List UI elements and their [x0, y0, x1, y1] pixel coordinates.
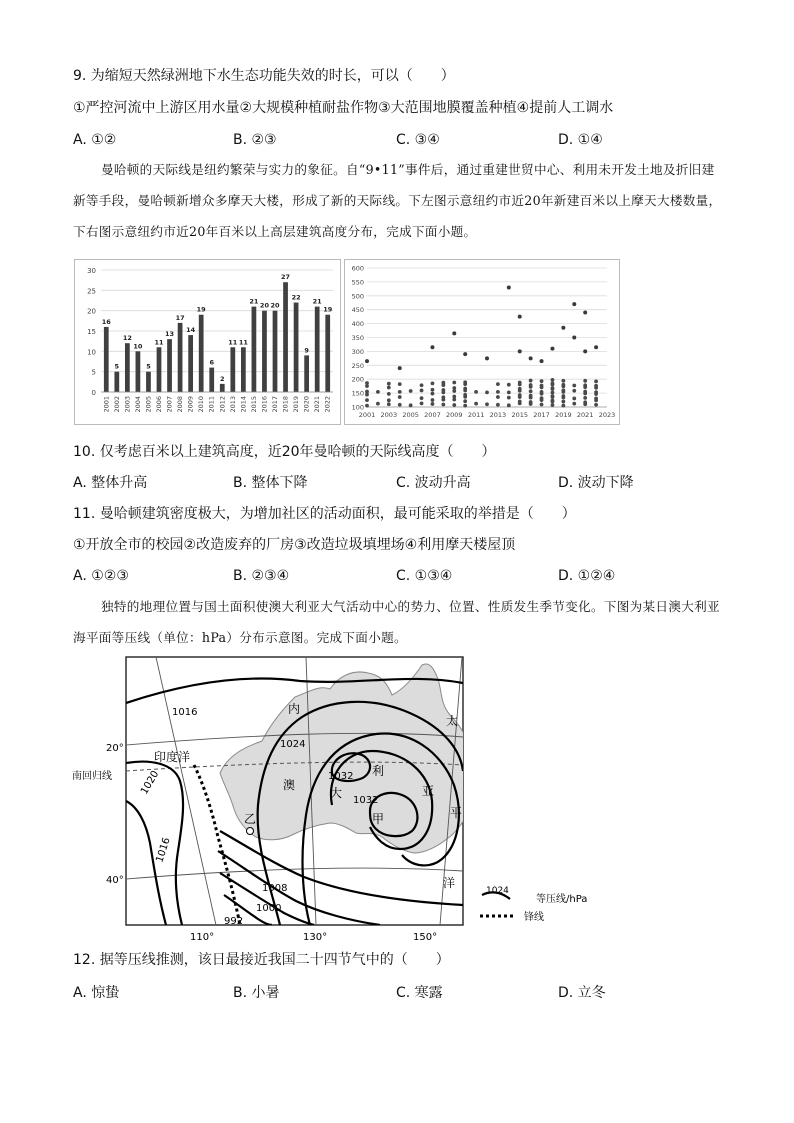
label-da: 大 — [330, 786, 343, 800]
scatter-point — [551, 394, 555, 398]
scatter-point — [496, 403, 500, 407]
scatter-xtick-label: 2003 — [380, 411, 398, 419]
scatter-ytick-label: 550 — [351, 278, 364, 287]
bar-2015 — [252, 307, 257, 392]
scatter-point — [540, 359, 544, 363]
bar-xtick-label: 2008 — [176, 396, 185, 413]
q11-option-b: B. ②③④ — [233, 568, 290, 584]
bar-chart — [75, 260, 340, 424]
q11-option-c: C. ①③④ — [396, 568, 453, 584]
bar-xtick-label: 2010 — [197, 396, 206, 413]
scatter-point — [551, 391, 555, 395]
scatter-ytick-label: 450 — [351, 306, 364, 315]
bar-value-label: 21 — [249, 297, 259, 306]
scatter-point — [431, 402, 435, 406]
bar-value-label: 19 — [323, 305, 333, 314]
scatter-xtick-label: 2013 — [489, 411, 507, 419]
scatter-point — [409, 403, 413, 407]
bar-value-label: 12 — [122, 334, 132, 343]
bar-2022 — [325, 315, 330, 392]
scatter-point — [594, 397, 598, 401]
scatter-chart-figure — [344, 259, 620, 425]
scatter-point — [420, 383, 424, 387]
bar-xtick-label: 2005 — [144, 396, 153, 413]
scatter-point — [507, 383, 511, 387]
scatter-point — [572, 397, 576, 401]
bar-xtick-label: 2013 — [228, 396, 237, 413]
bar-xtick-label: 2011 — [207, 396, 216, 413]
label-tropic: 南回归线 — [72, 771, 112, 782]
label-lat-40: 40° — [106, 875, 124, 886]
scatter-point — [529, 379, 533, 383]
scatter-point — [387, 402, 391, 406]
scatter-xtick-label: 2019 — [555, 411, 572, 419]
bar-xtick-label: 2012 — [218, 396, 227, 413]
label-yi: 乙 — [244, 812, 257, 826]
bar-xtick-label: 2007 — [165, 396, 174, 413]
label-1032-a: 1032 — [328, 771, 354, 782]
bar-2016 — [262, 311, 267, 392]
label-jia: 甲 — [372, 812, 385, 826]
bar-value-label: 9 — [304, 346, 309, 355]
scatter-point — [540, 390, 544, 394]
q12-stem: 12. 据等压线推测，该日最接近我国二十四节气中的（ ） — [73, 952, 450, 968]
scatter-point — [583, 390, 587, 394]
bar-value-label: 22 — [291, 293, 301, 302]
bar-value-label: 19 — [196, 305, 206, 314]
bar-ytick-label: 20 — [87, 307, 96, 316]
q9-option-c: C. ③④ — [396, 132, 440, 148]
bar-value-label: 20 — [259, 301, 269, 310]
scatter-point — [452, 331, 456, 335]
scatter-point — [518, 400, 522, 404]
bar-2010 — [199, 315, 204, 392]
q9-option-a: A. ①② — [73, 132, 117, 148]
scatter-xtick-label: 2017 — [533, 411, 550, 419]
scatter-xtick-label: 2011 — [467, 411, 485, 419]
scatter-point — [485, 391, 489, 395]
q9-measures: ①严控河流中上游区用水量②大规模种植耐盐作物③大范围地膜覆盖种植④提前人工调水 — [73, 100, 614, 116]
bar-2007 — [167, 339, 172, 392]
scatter-point — [550, 347, 554, 351]
scatter-point — [529, 394, 533, 398]
scatter-point — [452, 403, 456, 407]
q9-option-b: B. ②③ — [233, 132, 277, 148]
label-1016-north: 1016 — [172, 707, 198, 718]
scatter-point — [594, 403, 598, 407]
q12-option-c: C. 寒露 — [396, 985, 443, 1001]
scatter-point — [551, 382, 555, 386]
label-lon-150: 150° — [413, 932, 438, 943]
scatter-point — [398, 390, 402, 394]
scatter-point — [431, 381, 435, 385]
scatter-point — [529, 400, 533, 404]
scatter-point — [463, 387, 467, 391]
scatter-point — [583, 383, 587, 387]
scatter-point — [398, 395, 402, 399]
scatter-point — [561, 400, 565, 404]
label-1000: 1000 — [256, 903, 282, 914]
q12-option-b: B. 小暑 — [233, 985, 280, 1001]
q12-option-d: D. 立冬 — [558, 985, 606, 1001]
scatter-xtick-label: 2023 — [598, 411, 616, 419]
scatter-xtick-label: 2001 — [358, 411, 376, 419]
scatter-point — [387, 386, 391, 390]
scatter-point — [441, 403, 445, 407]
label-nei: 内 — [288, 702, 301, 716]
scatter-point — [551, 378, 555, 382]
label-lon-130: 130° — [303, 932, 328, 943]
q9-option-d: D. ①④ — [558, 132, 603, 148]
scatter-point — [452, 381, 456, 385]
scatter-point — [518, 315, 522, 319]
scatter-point — [583, 379, 587, 383]
bar-value-label: 13 — [165, 330, 175, 339]
bar-2012 — [220, 384, 225, 392]
label-1032-b: 1032 — [353, 795, 379, 806]
label-ao: 澳 — [283, 778, 296, 792]
bar-xtick-label: 2009 — [186, 396, 195, 413]
bar-value-label: 11 — [238, 338, 248, 347]
point-yi-marker — [247, 828, 254, 835]
passage-australia — [73, 591, 723, 653]
scatter-point — [529, 389, 533, 393]
q11-measures: ①开放全市的校园②改造废弃的厂房③改造垃圾填埋场④利用摩天楼屋顶 — [73, 537, 516, 553]
label-indian-ocean: 印度洋 — [154, 750, 191, 764]
scatter-xtick-label: 2005 — [402, 411, 419, 419]
scatter-point — [594, 345, 598, 349]
bar-xtick-label: 2015 — [249, 396, 258, 413]
scatter-point — [594, 390, 598, 394]
scatter-point — [365, 381, 369, 385]
label-1016-west: 1016 — [154, 836, 173, 864]
scatter-xtick-label: 2015 — [511, 411, 529, 419]
map-legend — [480, 886, 587, 923]
scatter-point — [376, 402, 380, 406]
scatter-point — [572, 336, 576, 340]
bar-value-label: 17 — [175, 313, 185, 322]
scatter-point — [561, 388, 565, 392]
scatter-point — [387, 392, 391, 396]
scatter-point — [398, 382, 402, 386]
label-ping: 平 — [450, 806, 463, 820]
q10-option-d: D. 波动下降 — [558, 475, 634, 491]
legend-isobar-value: 1024 — [486, 886, 509, 896]
scatter-ytick-label: 100 — [351, 403, 364, 412]
bar-xtick-label: 2001 — [102, 396, 111, 413]
scatter-point — [583, 396, 587, 400]
bar-xtick-label: 2006 — [155, 396, 163, 413]
q12-option-a: A. 惊蛰 — [73, 985, 120, 1001]
scatter-point — [507, 391, 511, 395]
bar-2004 — [136, 351, 141, 392]
bar-2013 — [230, 347, 235, 392]
bar-xtick-label: 2004 — [133, 396, 142, 413]
scatter-point — [507, 396, 511, 400]
bar-chart-figure — [74, 259, 341, 425]
scatter-point — [529, 356, 533, 360]
q10-option-c: C. 波动升高 — [396, 475, 471, 491]
bar-2018 — [283, 282, 288, 392]
scatter-ytick-label: 300 — [351, 347, 364, 356]
bar-2011 — [209, 368, 214, 392]
scatter-point — [561, 394, 565, 398]
scatter-point — [441, 395, 445, 399]
label-1008: 1008 — [262, 883, 288, 894]
bar-xtick-label: 2003 — [123, 396, 132, 413]
scatter-point — [387, 398, 391, 402]
scatter-xtick-label: 2009 — [445, 411, 463, 419]
scatter-xtick-label: 2007 — [424, 411, 441, 419]
scatter-point — [365, 398, 369, 402]
label-ya: 亚 — [422, 784, 435, 798]
scatter-point — [594, 379, 598, 383]
q11-option-a: A. ①②③ — [73, 568, 129, 584]
scatter-point — [398, 366, 402, 370]
scatter-ytick-label: 200 — [351, 375, 364, 384]
scatter-ytick-label: 400 — [351, 320, 364, 329]
bar-ytick-label: 25 — [87, 287, 96, 296]
scatter-point — [551, 386, 555, 390]
passage-manhattan — [73, 154, 723, 247]
bar-value-label: 20 — [270, 301, 280, 310]
scatter-point — [561, 379, 565, 383]
label-tai: 太 — [446, 714, 459, 728]
scatter-point — [540, 396, 544, 400]
scatter-point — [572, 402, 576, 406]
scatter-point — [583, 310, 587, 314]
scatter-point — [474, 402, 478, 406]
scatter-point — [583, 349, 587, 353]
scatter-point — [540, 384, 544, 388]
scatter-ytick-label: 350 — [351, 334, 364, 342]
scatter-point — [572, 302, 576, 306]
scatter-point — [583, 400, 587, 404]
scatter-point — [561, 404, 565, 408]
scatter-point — [441, 388, 445, 392]
isobar-map — [70, 655, 600, 945]
scatter-point — [431, 398, 435, 402]
bar-value-label: 10 — [133, 342, 143, 351]
scatter-point — [496, 395, 500, 399]
scatter-point — [551, 399, 555, 403]
bar-2008 — [178, 323, 183, 392]
scatter-point — [420, 401, 424, 405]
bar-ytick-label: 0 — [91, 389, 96, 397]
bar-xtick-label: 2014 — [239, 396, 248, 413]
scatter-point — [529, 383, 533, 387]
scatter-point — [507, 403, 511, 407]
scatter-chart — [345, 260, 619, 424]
passage-australia-text: 独特的地理位置与国土面积使澳大利亚大气活动中心的势力、位置、性质发生季节变化。下图为某日澳大利亚海平面等压线（单位：hPa）分布示意图。完成下面小题。 — [73, 599, 720, 645]
q11-stem: 11. 曼哈顿建筑密度极大，为增加社区的活动面积，最可能采取的举措是（ ） — [73, 506, 576, 522]
label-yang: 洋 — [443, 876, 456, 890]
bar-2020 — [304, 355, 309, 392]
scatter-point — [507, 285, 511, 289]
q10-option-a: A. 整体升高 — [73, 475, 148, 491]
bar-2014 — [241, 347, 246, 392]
bar-2019 — [294, 303, 299, 392]
bar-value-label: 5 — [146, 362, 151, 371]
label-1020: 1020 — [139, 768, 162, 797]
scatter-point — [496, 382, 500, 386]
scatter-point — [463, 404, 467, 408]
scatter-point — [518, 387, 522, 391]
bar-2021 — [315, 307, 320, 392]
bar-ytick-label: 30 — [87, 267, 96, 275]
scatter-ytick-label: 250 — [351, 361, 364, 370]
scatter-point — [485, 356, 489, 360]
scatter-point — [452, 386, 456, 390]
scatter-point — [431, 388, 435, 392]
bar-2009 — [188, 335, 193, 392]
scatter-point — [540, 403, 544, 407]
bar-ytick-label: 15 — [87, 328, 96, 336]
passage-manhattan-text: 曼哈顿的天际线是纽约繁荣与实力的象征。自“9•11”事件后，通过重建世贸中心、利用未开发土地及折旧建新等手段，曼哈顿新增众多摩天大楼，形成了新的天际线。下左图示意纽约市近20年新建百米以上摩天大楼数量，下右图示意纽约市近20年百米以上高层建筑高度分布，完成下面小题。 — [73, 162, 722, 239]
bar-value-label: 21 — [312, 297, 322, 306]
label-li: 利 — [372, 764, 385, 778]
scatter-point — [561, 383, 565, 387]
bar-value-label: 27 — [281, 273, 291, 282]
bar-xtick-label: 2021 — [313, 396, 322, 413]
scatter-point — [463, 380, 467, 384]
scatter-point — [463, 393, 467, 397]
scatter-point — [518, 393, 522, 397]
scatter-point — [463, 352, 467, 356]
scatter-point — [463, 399, 467, 403]
label-992: 992 — [224, 916, 244, 927]
scatter-point — [485, 402, 489, 406]
bar-xtick-label: 2002 — [112, 396, 121, 413]
scatter-point — [365, 404, 369, 408]
scatter-point — [551, 403, 555, 407]
q10-option-b: B. 整体下降 — [233, 475, 308, 491]
bar-xtick-label: 2016 — [260, 396, 269, 413]
bar-2006 — [157, 347, 162, 392]
scatter-ytick-label: 600 — [351, 264, 364, 273]
q9-stem: 9. 为缩短天然绿洲地下水生态功能失效的时长，可以（ ） — [73, 68, 455, 84]
scatter-point — [561, 326, 565, 330]
scatter-point — [474, 390, 478, 394]
scatter-point — [398, 403, 402, 407]
scatter-point — [496, 390, 500, 394]
scatter-point — [452, 395, 456, 399]
scatter-point — [572, 389, 576, 393]
bar-xtick-label: 2018 — [281, 396, 290, 413]
scatter-point — [441, 381, 445, 385]
scatter-point — [365, 390, 369, 394]
scatter-point — [540, 379, 544, 383]
scatter-ytick-label: 500 — [351, 292, 364, 301]
scatter-point — [572, 384, 576, 388]
scatter-point — [431, 392, 435, 396]
scatter-point — [409, 389, 413, 393]
scatter-point — [365, 359, 369, 363]
scatter-point — [594, 384, 598, 388]
scatter-xtick-label: 2021 — [576, 411, 594, 419]
bar-xtick-label: 2022 — [323, 396, 332, 413]
label-lon-110: 110° — [190, 932, 215, 943]
bar-ytick-label: 5 — [91, 368, 96, 377]
bar-xtick-label: 2019 — [292, 396, 301, 413]
bar-ytick-label: 10 — [87, 348, 96, 357]
scatter-point — [376, 390, 380, 394]
bar-value-label: 5 — [114, 362, 120, 371]
bar-value-label: 11 — [154, 338, 164, 347]
legend-isobar-label: 等压线/hPa — [536, 894, 588, 905]
scatter-point — [430, 345, 434, 349]
bar-2003 — [125, 343, 130, 392]
bar-value-label: 14 — [186, 326, 196, 335]
bar-xtick-label: 2020 — [302, 396, 311, 413]
scatter-point — [420, 389, 424, 393]
q11-option-d: D. ①②④ — [558, 568, 616, 584]
scatter-point — [518, 381, 522, 385]
bar-value-label: 11 — [228, 338, 238, 347]
scatter-point — [387, 382, 391, 386]
scatter-ytick-label: 150 — [351, 389, 364, 398]
label-lat-20: 20° — [106, 743, 124, 754]
bar-2017 — [273, 311, 278, 392]
bar-2001 — [104, 327, 109, 392]
bar-value-label: 2 — [220, 374, 225, 383]
scatter-point — [420, 396, 424, 400]
bar-2002 — [114, 372, 119, 392]
bar-value-label: 6 — [209, 358, 214, 367]
legend-front-label: 锋线 — [524, 912, 544, 923]
bar-value-label: 16 — [101, 317, 111, 326]
bar-xtick-label: 2017 — [271, 396, 279, 413]
bar-2005 — [146, 372, 151, 392]
scatter-point — [518, 349, 522, 353]
label-1024: 1024 — [280, 739, 306, 750]
q10-stem: 10. 仅考虑百米以上建筑高度，近20年曼哈顿的天际线高度（ ） — [73, 444, 496, 460]
